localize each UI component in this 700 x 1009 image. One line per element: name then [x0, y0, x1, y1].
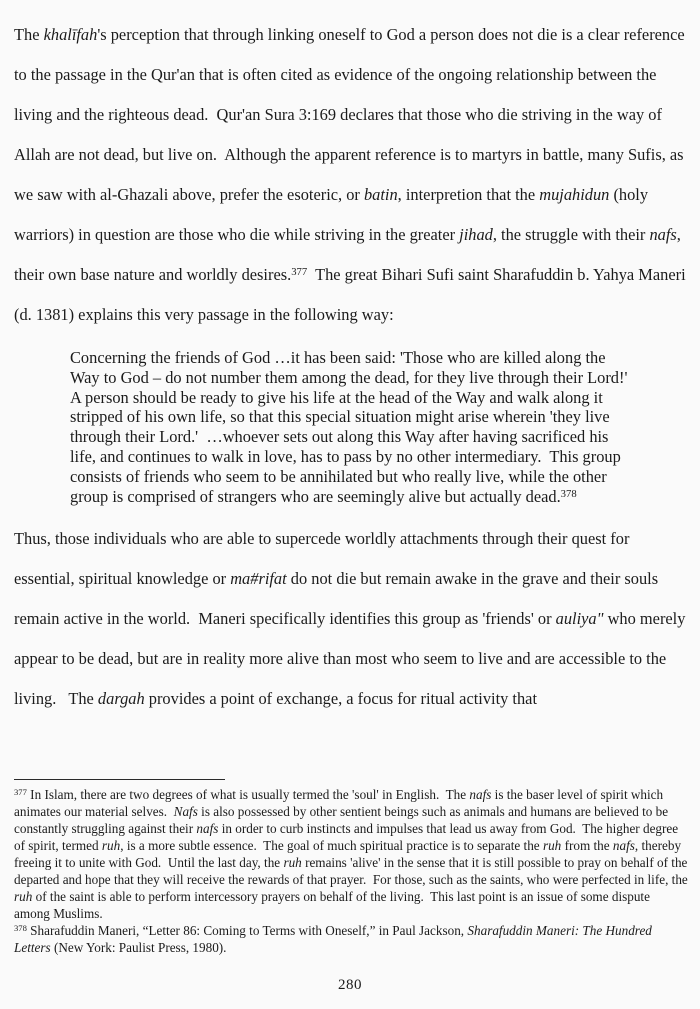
paragraph-2: Thus, those individuals who are able to supercede worldly attachments through their quest for essential, spiritual knowledge or ma#rifat do not die but remain awake in the grave and their souls remain active in the world. Maneri specifically identifies this group as 'friends' or auliya" who merely appear to be dead, but are in reality more alive than most who seem to live and are accessible to the living. The dargah provides a point of exchange, a focus for ritual activity that: [14, 529, 690, 709]
paragraph-1: The khalīfah's perception that through linking oneself to God a person does not die is a clear reference to the passage in the Qur'an that is often cited as evidence of the ongoing relationship between the living and the righteous dead. Qur'an Sura 3:169 declares that those who die striving in the way of Allah are not dead, but live on. Although the apparent reference is to martyrs in battle, many Sufis, as we saw with al-Ghazali above, prefer the esoteric, or batin, interpretion that the mujahidun (holy warriors) in question are those who die while striving in the greater jihad, the struggle with their nafs, their own base nature and worldly desires.$^{377}$ The great Bihari Sufi saint Sharafuddin b. Yahya Maneri (d. 1381) explains this very passage in the following way:: [14, 25, 690, 324]
block-quote: Concerning the friends of God …it has been said: 'Those who are killed along the Way to God – do not number them among the dead, for they live through their Lord!' A person should be ready to give his life at the head of the Way and walk along it stripped of his own life, so that this special situation might arise wherein 'they live through their Lord.' …whoever sets out along this Way after having sacrificed his life, and continues to walk in love, has to pass by no other intermediary. This group consists of friends who seem to be annihilated but who really live, while the other group is comprised of strangers who are seemingly alive but actually dead.$^{378}$: [70, 348, 635, 506]
footnote-separator: [14, 779, 225, 780]
footnote-377: $^{377}$ In Islam, there are two degrees of what is usually termed the 'soul' in English. The nafs is the baser level of spirit which animates our material selves. Nafs is also possessed by other sentient beings such as animals and humans are believed to be constantly struggling against their nafs in order to curb instincts and impulses that lead us away from God. The higher degree of spirit, termed ruh, is a more subtle essence. The goal of much spiritual practice is to separate the ruh from the nafs, thereby freeing it to unite with God. Until the last day, the ruh remains 'alive' in the sense that it is still possible to pray on behalf of the departed and hope that they will receive the rewards of that prayer. For those, such as the saints, who were perfected in life, the ruh of the saint is able to perform intercessory prayers on behalf of the living. This last point is an issue of some dispute among Muslims.: [14, 787, 692, 921]
page-number: 280: [338, 977, 362, 993]
footnotes-section: [14, 779, 692, 956]
footnote-378: $^{378}$ Sharafuddin Maneri, “Letter 86: Coming to Terms with Oneself,” in Paul Jackson, Sharafuddin Maneri: The Hundred Letters (New York: Paulist Press, 1980).: [14, 923, 656, 955]
